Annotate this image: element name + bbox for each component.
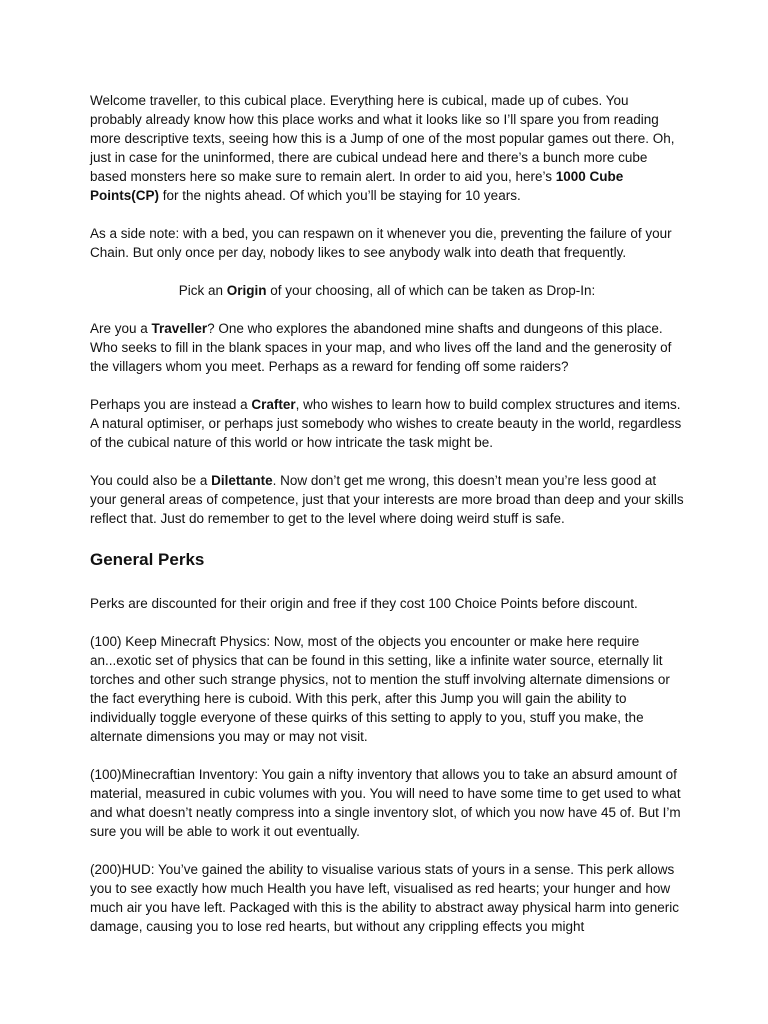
origin-prompt: Pick an Origin of your choosing, all of which can be taken as Drop-In: (178, 283, 596, 298)
respawn-note-paragraph: As a side note: with a bed, you can respawn on it whenever you die, preventing the failure of your Chain. But only once per day, nobody likes to see anybody walk into death that frequently. (90, 226, 672, 260)
document-page (90, 91, 684, 936)
origin-name: Dilettante (211, 473, 273, 488)
perk-paragraph: (100) Keep Minecraft Physics: Now, most of the objects you encounter or make here require an...exotic set of physics that can be found in this setting, like a infinite water source, eternally lit torches and other such strange physics, not to mention the stuff involving alternate dimensions or the fact everything here is cuboid. With this perk, after this Jump you will gain the ability to individually toggle everyone of these quirks of this setting to apply to you, stuff you make, the alternate dimensions you may or may not visit. (90, 634, 670, 744)
intro-paragraph: Welcome traveller, to this cubical place. Everything here is cubical, made up of cubes. You probably already know how this place works and what it looks like so I’ll spare you from reading more descriptive texts, seeing how this is a Jump of one of the most popular games out there. Oh, just in case for the uninformed, there are cubical undead here and there’s a bunch more cube based monsters here so make sure to remain alert. In order to aid you, here’s 1000 Cube Points(CP) for the nights ahead. Of which you’ll be staying for 10 years. (90, 93, 675, 203)
section-heading: General Perks (90, 550, 205, 569)
origin-name: Crafter (251, 397, 296, 412)
origin-name: Traveller (151, 321, 208, 336)
cube-points-amount: 1000 Cube Points(CP) (90, 169, 624, 203)
perk-paragraph: (200)HUD: You’ve gained the ability to visualise various stats of yours in a sense. This perk allows you to see exactly how much Health you have left, visualised as red hearts; your hunger and how much air you have left. Packaged with this is the ability to abstract away physical harm into generic damage, causing you to lose red hearts, but without any crippling effects you might (90, 862, 680, 934)
perks-discount-note: Perks are discounted for their origin and free if they cost 100 Choice Points before discount. (90, 596, 638, 611)
perk-paragraph: (100)Minecraftian Inventory: You gain a nifty inventory that allows you to take an absurd amount of material, measured in cubic volumes with you. You will need to have some time to get used to what and what doesn’t neatly compress into a single inventory slot, of which you now have 45 of. But I’m sure you will be able to work it out eventually. (90, 767, 681, 839)
origin-crafter-paragraph: Perhaps you are instead a Crafter, who wishes to learn how to build complex structures and items. A natural optimiser, or perhaps just somebody who wishes to create beauty in the world, regardless of the cubical nature of this world or how intricate the task might be. (90, 397, 682, 450)
origin-traveller-paragraph: Are you a Traveller? One who explores the abandoned mine shafts and dungeons of this place. Who seeks to fill in the blank spaces in your map, and who lives off the land and the generosity of the villagers whom you meet. Perhaps as a reward for fending off some raiders? (90, 321, 672, 374)
origin-dilettante-paragraph: You could also be a Dilettante. Now don’t get me wrong, this doesn’t mean you’re less good at your general areas of competence, just that your interests are more broad than deep and your skills reflect that. Just do remember to get to the level where doing weird stuff is safe. (90, 473, 684, 526)
